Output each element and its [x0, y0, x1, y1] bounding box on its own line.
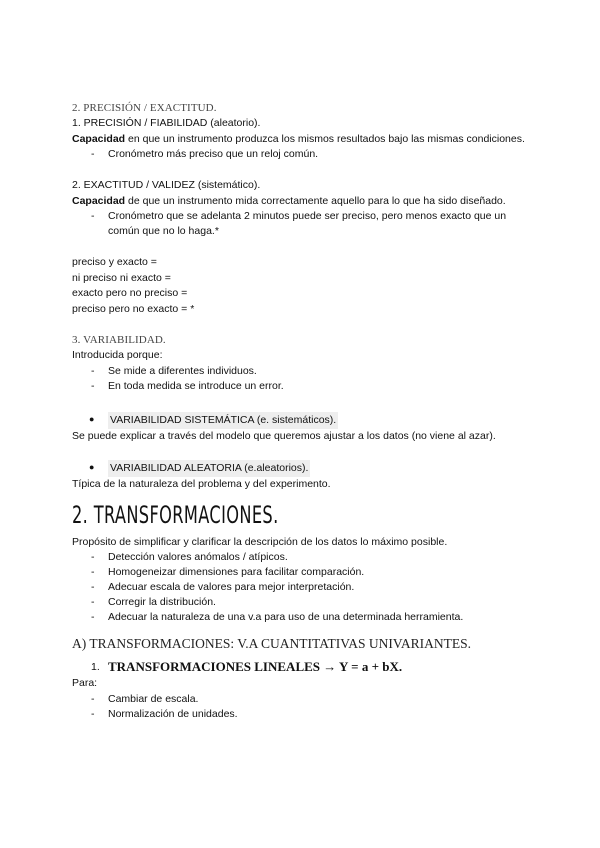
- list-item: - Cambiar de escala.: [91, 692, 199, 705]
- list-item: - Corregir la distribución.: [91, 596, 216, 608]
- exactitud-definition: [72, 194, 542, 210]
- variabilidad-intro: Introducida porque:: [72, 349, 163, 361]
- subheader-univariantes: A) TRANSFORMACIONES: V.A CUANTITATIVAS UNIVARIANTES.: [72, 636, 471, 651]
- exactitud-title: 2. EXACTITUD / VALIDEZ (sistemático).: [72, 179, 261, 191]
- bullet-item-aleatoria: ● VARIABILIDAD ALEATORIA (e.aleatorios).: [72, 460, 542, 477]
- list-item: - Detección valores anómalos / atípicos.: [91, 551, 288, 563]
- section-header-precision-exactitud: 2. PRECISIÓN / EXACTITUD.: [72, 102, 217, 114]
- combo-line: preciso y exacto =: [72, 256, 157, 268]
- bullet-item-sistematica: ● VARIABILIDAD SISTEMÁTICA (e. sistemáticos).: [72, 412, 542, 429]
- list-item: - Adecuar escala de valores para mejor interpretación.: [91, 581, 355, 593]
- exactitud-def-rest: de que un instrumento mida correctamente aquello para lo que ha sido diseñado.: [125, 194, 506, 207]
- combo-line: preciso pero no exacto = *: [72, 302, 195, 315]
- list-item: - Homogeneizar dimensiones para facilitar comparación.: [91, 566, 365, 578]
- list-item: - En toda medida se introduce un error.: [91, 379, 284, 392]
- precision-def-rest: en que un instrumento produzca los mismos resultados bajo las mismas condiciones.: [125, 132, 525, 145]
- combo-line: exacto pero no preciso =: [72, 287, 188, 299]
- precision-def-bold: Capacidad: [72, 132, 126, 145]
- aleatoria-text: Típica de la naturaleza del problema y del experimento.: [72, 478, 331, 490]
- list-item: - Se mide a diferentes individuos.: [91, 364, 257, 377]
- document-page: [72, 101, 542, 722]
- precision-definition: [72, 132, 542, 148]
- list-item: - Adecuar la naturaleza de una v.a para uso de una determinada herramienta.: [91, 611, 464, 623]
- numbered-item: 1. TRANSFORMACIONES LINEALES → Y = a + bX.: [91, 659, 403, 674]
- para-label: Para:: [72, 677, 98, 689]
- transformaciones-title: 2. TRANSFORMACIONES.: [72, 500, 279, 529]
- sistematica-text: Se puede explicar a través del modelo que queremos ajustar a los datos (no viene al azar).: [72, 429, 496, 442]
- list-item: - Normalización de unidades.: [91, 707, 238, 720]
- combo-line: ni preciso ni exacto =: [72, 271, 171, 284]
- list-item: - Cronómetro que se adelanta 2 minutos puede ser preciso, pero menos exacto que un común que no lo haga.*: [91, 210, 507, 237]
- section-header-variabilidad: 3. VARIABILIDAD.: [72, 334, 166, 346]
- exactitud-def-bold: Capacidad: [72, 194, 126, 207]
- precision-title: 1. PRECISIÓN / FIABILIDAD (aleatorio).: [72, 117, 261, 129]
- list-item: - Cronómetro más preciso que un reloj común.: [91, 148, 319, 160]
- transformaciones-intro: Propósito de simplificar y clarificar la descripción de los datos lo máximo posible.: [72, 535, 448, 548]
